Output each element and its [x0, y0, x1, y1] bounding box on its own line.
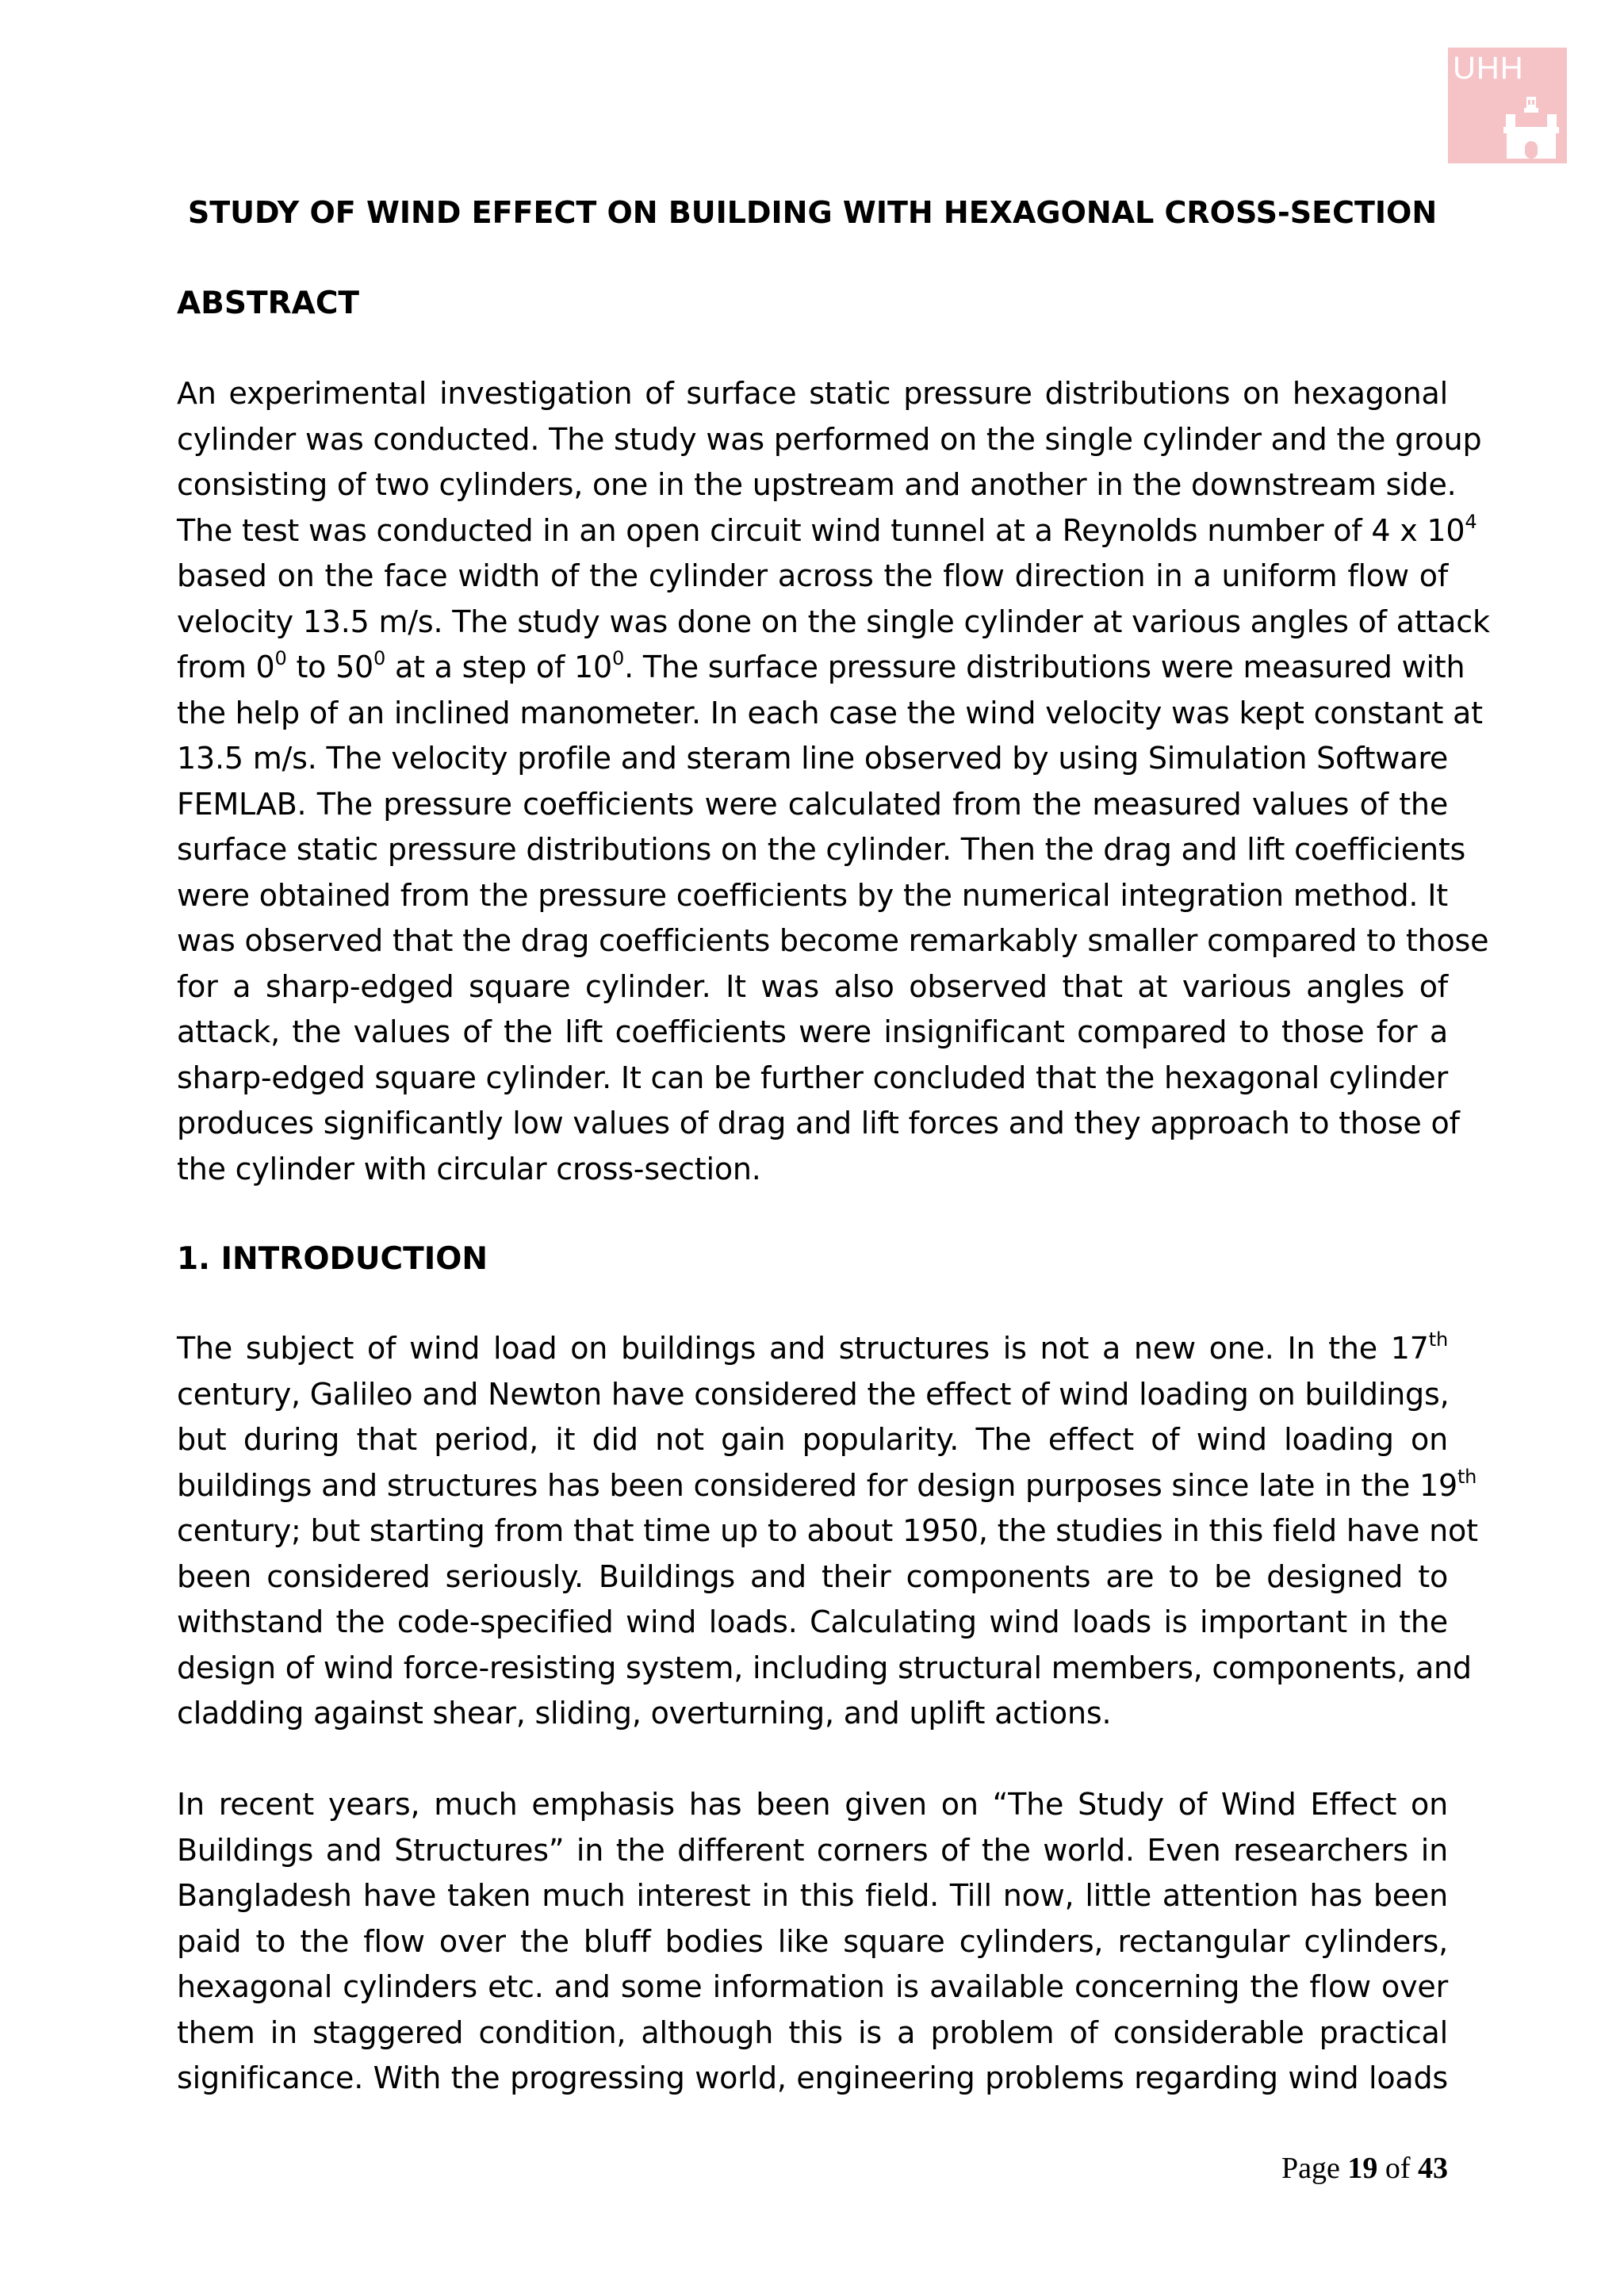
abstract-line: based on the face width of the cylinder across the flow direction in a uniform flow of — [177, 558, 1448, 593]
intro-line: century, Galileo and Newton have considered the effect of wind loading on buildings, — [177, 1376, 1450, 1412]
abstract-line: An experimental investigation of surface static pressure distributions on hexagonal — [177, 376, 1448, 411]
logo-text: UHH — [1453, 51, 1524, 86]
abstract-line: the cylinder with circular cross-section. — [177, 1151, 761, 1186]
abstract-line: FEMLAB. The pressure coefficients were calculated from the measured values of the — [177, 786, 1448, 822]
castle-icon — [1503, 97, 1559, 159]
reynolds-text: The test was conducted in an open circuit wind tunnel at a Reynolds number of 4 x 10 — [177, 512, 1465, 548]
intro-text: The subject of wind load on buildings and structures is not a new one. In the 17 — [177, 1331, 1429, 1366]
introduction-paragraph-1 — [177, 1326, 1478, 1737]
abstract-line: attack, the values of the lift coefficients were insignificant compared to those for a — [177, 1014, 1448, 1049]
intro-line: design of wind force-resisting system, including structural members, components, and — [177, 1650, 1472, 1685]
intro-line: century; but starting from that time up to about 1950, the studies in this field have not — [177, 1513, 1478, 1548]
degree-superscript: 0 — [274, 647, 287, 669]
intro-line: In recent years, much emphasis has been given on “The Study of Wind Effect on — [177, 1787, 1448, 1822]
abstract-line: the help of an inclined manometer. In each case the wind velocity was kept constant at — [177, 695, 1483, 730]
degree-superscript: 0 — [611, 647, 625, 669]
intro-line: withstand the code-specified wind loads. Calculating wind loads is important in the — [177, 1604, 1448, 1639]
current-page: 19 — [1347, 2152, 1378, 2185]
page-label: Page — [1281, 2152, 1340, 2185]
angles-text: from 0 — [177, 650, 275, 684]
paper-title: STUDY OF WIND EFFECT ON BUILDING WITH HEXAGONAL CROSS-SECTION — [187, 195, 1438, 230]
abstract-paragraph — [177, 371, 1490, 1192]
total-pages: 43 — [1418, 2152, 1448, 2185]
ordinal-superscript: th — [1457, 1465, 1477, 1488]
intro-line: cladding against shear, sliding, overturning, and uplift actions. — [177, 1696, 1112, 1731]
intro-line — [177, 1326, 1448, 1372]
abstract-line: sharp-edged square cylinder. It can be further concluded that the hexagonal cylinder — [177, 1060, 1448, 1095]
abstract-line: velocity 13.5 m/s. The study was done on the single cylinder at various angles of attack — [177, 604, 1490, 639]
intro-line: been considered seriously. Buildings and their components are to be designed to — [177, 1558, 1448, 1594]
abstract-line: 13.5 m/s. The velocity profile and steram line observed by using Simulation Software — [177, 741, 1449, 776]
degree-superscript: 0 — [373, 647, 386, 669]
abstract-line: for a sharp-edged square cylinder. It was also observed that at various angles of — [177, 968, 1448, 1004]
intro-line: paid to the flow over the bluff bodies like square cylinders, rectangular cylinders, — [177, 1923, 1448, 1959]
of-label: of — [1385, 2152, 1411, 2185]
page-number-footer — [1189, 2151, 1448, 2186]
abstract-line: surface static pressure distributions on the cylinder. Then the drag and lift coefficients — [177, 832, 1466, 867]
angles-text: at a step of 10 — [385, 650, 612, 684]
intro-line: but during that period, it did not gain popularity. The effect of wind loading on — [177, 1422, 1448, 1457]
abstract-line — [177, 508, 1477, 554]
introduction-paragraph-2 — [177, 1782, 1448, 2102]
angles-text: to 50 — [286, 650, 374, 684]
abstract-line — [177, 645, 1465, 691]
abstract-line: produces significantly low values of drag and lift forces and they approach to those of — [177, 1106, 1460, 1140]
abstract-heading: ABSTRACT — [177, 286, 360, 321]
abstract-line: were obtained from the pressure coefficients by the numerical integration method. It — [177, 877, 1448, 913]
university-logo — [1448, 48, 1567, 163]
intro-line: Buildings and Structures” in the different corners of the world. Even researchers in — [177, 1832, 1448, 1868]
angles-text: . The surface pressure distributions were measured with — [624, 650, 1465, 684]
abstract-line: consisting of two cylinders, one in the upstream and another in the downstream side. — [177, 467, 1457, 502]
abstract-line: was observed that the drag coefficients become remarkably smaller compared to those — [177, 923, 1489, 958]
intro-line: them in staggered condition, although this is a problem of considerable practical — [177, 2014, 1448, 2050]
introduction-heading: 1. INTRODUCTION — [177, 1241, 488, 1277]
reynolds-exponent: 4 — [1465, 510, 1477, 533]
intro-line — [177, 1463, 1477, 1509]
abstract-line: cylinder was conducted. The study was performed on the single cylinder and the group — [177, 421, 1482, 457]
intro-line: hexagonal cylinders etc. and some information is available concerning the flow over — [177, 1969, 1448, 2004]
intro-line: Bangladesh have taken much interest in this field. Till now, little attention has been — [177, 1878, 1448, 1913]
intro-line: significance. With the progressing world, engineering problems regarding wind loads — [177, 2060, 1448, 2095]
intro-text: buildings and structures has been considered for design purposes since late in the 19 — [177, 1467, 1457, 1503]
ordinal-superscript: th — [1428, 1328, 1448, 1351]
